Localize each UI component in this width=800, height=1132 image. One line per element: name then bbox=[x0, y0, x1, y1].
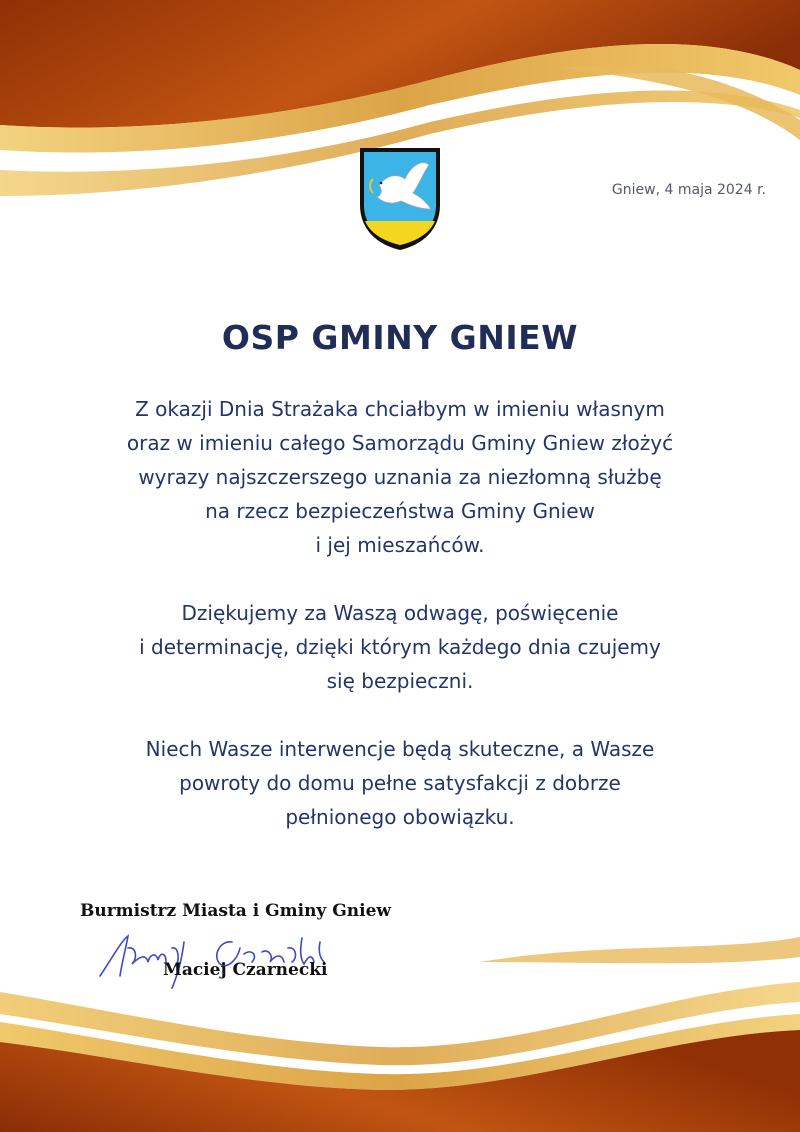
signer-position: Burmistrz Miasta i Gminy Gniew bbox=[80, 901, 392, 921]
text-line: oraz w imieniu całego Samorządu Gminy Gniew złożyć bbox=[126, 431, 674, 455]
letter-body bbox=[60, 392, 740, 868]
paragraph-3 bbox=[60, 732, 740, 834]
text-line: wyrazy najszczerszego uznania za niezłomną służbę bbox=[138, 465, 662, 489]
text-line: powroty do domu pełne satysfakcji z dobrze bbox=[179, 771, 621, 795]
text-line: Dziękujemy za Waszą odwagę, poświęcenie bbox=[181, 601, 619, 625]
letter-title: OSP GMINY GNIEW bbox=[221, 318, 579, 357]
paragraph-2 bbox=[60, 596, 740, 698]
text-line: Niech Wasze interwencje będą skuteczne, a Wasze bbox=[145, 737, 655, 761]
text-line: pełnionego obowiązku. bbox=[285, 805, 515, 829]
paragraph-1 bbox=[60, 392, 740, 562]
text-line: się bezpieczni. bbox=[326, 669, 474, 693]
letter-date: Gniew, 4 maja 2024 r. bbox=[611, 182, 766, 198]
gmina-crest bbox=[357, 145, 443, 253]
text-line: i determinację, dzięki którym każdego dnia czujemy bbox=[139, 635, 661, 659]
signer-name: Maciej Czarnecki bbox=[163, 960, 328, 980]
text-line: i jej mieszańców. bbox=[315, 533, 485, 557]
text-line: Z okazji Dnia Strażaka chciałbym w imieniu własnym bbox=[135, 397, 665, 421]
bottom-wave-decoration bbox=[0, 932, 800, 1132]
text-line: na rzecz bezpieczeństwa Gminy Gniew bbox=[205, 499, 595, 523]
